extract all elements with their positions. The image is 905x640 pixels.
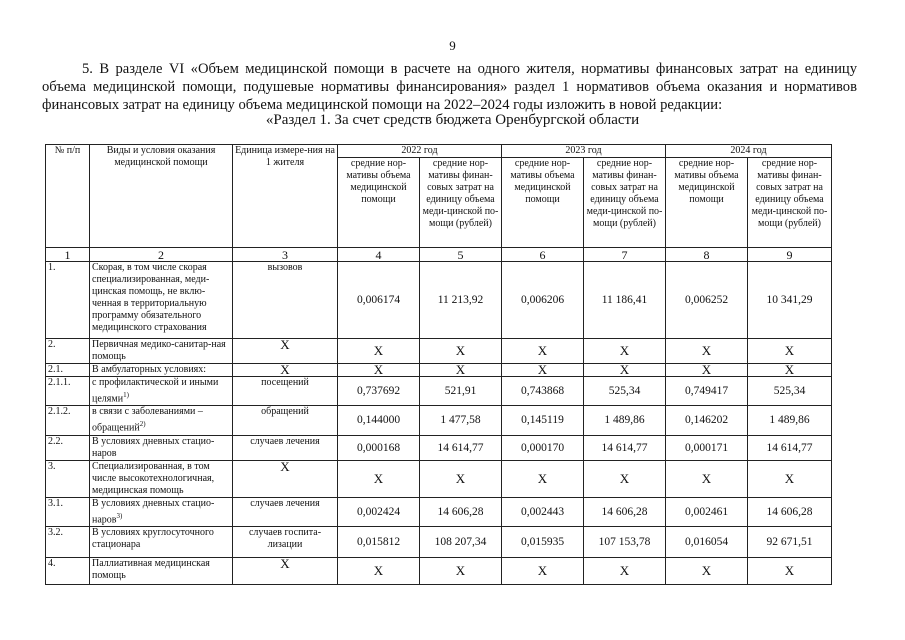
cost-value: 108 207,34 <box>420 526 502 557</box>
column-number: 3 <box>233 248 338 262</box>
cost-value: 1 489,86 <box>748 406 832 435</box>
row-care-type-text: в связи с заболеваниями – обращений <box>92 406 203 434</box>
column-number: 2 <box>90 248 233 262</box>
column-number-row <box>46 248 832 262</box>
row-unit: вызовов <box>233 262 338 339</box>
cost-value: 525,34 <box>584 377 666 406</box>
header-year-2023: 2023 год <box>502 145 666 158</box>
footnote-marker: 2) <box>139 420 146 429</box>
header-unit: Единица измере-ния на 1 жителя <box>233 145 338 248</box>
row-care-type-text: Скорая, в том числе скорая специализированная, меди-цинская помощь, не вклю-ченная в территориальную программу обязательного медицинского страхования <box>92 262 210 333</box>
row-care-type <box>90 339 233 364</box>
table-row <box>46 339 832 364</box>
cost-value: 14 614,77 <box>748 435 832 460</box>
header-year-2022: 2022 год <box>338 145 502 158</box>
row-unit: Х <box>233 557 338 584</box>
volume-value: 0,749417 <box>666 377 748 406</box>
volume-value: 0,006252 <box>666 262 748 339</box>
volume-value: Х <box>338 339 420 364</box>
volume-value: 0,006174 <box>338 262 420 339</box>
cost-value: Х <box>584 339 666 364</box>
volume-value: 0,146202 <box>666 406 748 435</box>
row-care-type <box>90 262 233 339</box>
row-care-type <box>90 460 233 497</box>
row-care-type-text: с профилактической и иными целями <box>92 377 219 405</box>
row-care-type-text: В амбулаторных условиях: <box>92 364 207 375</box>
row-number: 2.2. <box>46 435 90 460</box>
cost-value: Х <box>584 557 666 584</box>
header-cost-2024: средние нор-мативы финан-совых затрат на единицу объема меди-цинской по-мощи (рублей) <box>748 158 832 248</box>
header-volume-2024: средние нор-мативы объема медицинской помощи <box>666 158 748 248</box>
volume-value: Х <box>338 460 420 497</box>
column-number: 9 <box>748 248 832 262</box>
row-unit: посещений <box>233 377 338 406</box>
volume-value: Х <box>666 339 748 364</box>
column-number: 4 <box>338 248 420 262</box>
row-care-type <box>90 557 233 584</box>
column-number: 7 <box>584 248 666 262</box>
volume-value: Х <box>502 339 584 364</box>
row-unit: случаев госпита-лизации <box>233 526 338 557</box>
header-volume-2023: средние нор-мативы объема медицинской помощи <box>502 158 584 248</box>
cost-value: 14 606,28 <box>748 497 832 526</box>
cost-value: 14 606,28 <box>584 497 666 526</box>
row-care-type-text: Паллиативная медицинская помощь <box>92 557 210 581</box>
volume-value: 0,006206 <box>502 262 584 339</box>
volume-value: 0,002424 <box>338 497 420 526</box>
cost-value: Х <box>420 339 502 364</box>
volume-value: Х <box>502 557 584 584</box>
volume-value: 0,737692 <box>338 377 420 406</box>
volume-value: Х <box>338 364 420 377</box>
row-unit: случаев лечения <box>233 497 338 526</box>
cost-value: 1 489,86 <box>584 406 666 435</box>
header-volume-2022: средние нор-мативы объема медицинской помощи <box>338 158 420 248</box>
volume-value: Х <box>502 460 584 497</box>
table-row <box>46 557 832 584</box>
volume-value: Х <box>666 364 748 377</box>
row-unit: Х <box>233 339 338 364</box>
row-care-type-text: Первичная медико-санитар-ная помощь <box>92 339 226 362</box>
footnote-marker: 1) <box>123 391 129 399</box>
header-cost-2022: средние нор-мативы финан-совых затрат на единицу объема меди-цинской по-мощи (рублей) <box>420 158 502 248</box>
volume-value: 0,000171 <box>666 435 748 460</box>
cost-value: Х <box>584 460 666 497</box>
cost-value: 10 341,29 <box>748 262 832 339</box>
column-number: 5 <box>420 248 502 262</box>
row-number: 1. <box>46 262 90 339</box>
header-type: Виды и условия оказания медицинской помощи <box>90 145 233 248</box>
volume-value: 0,000170 <box>502 435 584 460</box>
header-cost-2023: средние нор-мативы финан-совых затрат на единицу объема меди-цинской по-мощи (рублей) <box>584 158 666 248</box>
volume-value: 0,145119 <box>502 406 584 435</box>
cost-value: Х <box>584 364 666 377</box>
norms-table <box>45 144 832 585</box>
row-care-type <box>90 406 233 435</box>
cost-value: Х <box>420 364 502 377</box>
row-unit: Х <box>233 460 338 497</box>
volume-value: 0,016054 <box>666 526 748 557</box>
table-row <box>46 364 832 377</box>
intro-paragraph: 5. В разделе VI «Объем медицинской помощи в расчете на одного жителя, нормативы финансовых затрат на единицу объема медицинской помощи, подушевые нормативы финансирования» раздел 1 нормативов объема оказания и нормативов финансовых затрат на единицу объема медицинской помощи на 2022–2024 годы изложить в новой редакции: <box>42 61 857 113</box>
row-care-type <box>90 364 233 377</box>
volume-value: 0,002461 <box>666 497 748 526</box>
footnote-marker: 3) <box>116 511 123 520</box>
row-care-type <box>90 526 233 557</box>
column-number: 6 <box>502 248 584 262</box>
row-number: 2.1.1. <box>46 377 90 406</box>
row-number: 2.1.2. <box>46 406 90 435</box>
row-number: 3. <box>46 460 90 497</box>
row-unit: Х <box>233 364 338 377</box>
volume-value: 0,015935 <box>502 526 584 557</box>
row-care-type <box>90 435 233 460</box>
table-row <box>46 262 832 339</box>
volume-value: 0,000168 <box>338 435 420 460</box>
cost-value: 92 671,51 <box>748 526 832 557</box>
section-title: «Раздел 1. За счет средств бюджета Оренбургской области <box>265 112 640 128</box>
table-row <box>46 460 832 497</box>
cost-value: Х <box>748 557 832 584</box>
cost-value: Х <box>420 460 502 497</box>
row-care-type <box>90 497 233 526</box>
row-unit: случаев лечения <box>233 435 338 460</box>
cost-value: Х <box>748 460 832 497</box>
row-care-type-text: В условиях дневных стацио-наров <box>92 497 215 525</box>
table-row <box>46 406 832 435</box>
column-number: 1 <box>46 248 90 262</box>
cost-value: 14 606,28 <box>420 497 502 526</box>
volume-value: 0,002443 <box>502 497 584 526</box>
cost-value: 1 477,58 <box>420 406 502 435</box>
row-unit: обращений <box>233 406 338 435</box>
header-year-2024: 2024 год <box>666 145 832 158</box>
row-number: 3.2. <box>46 526 90 557</box>
row-care-type-text: Специализированная, в том числе высокотехнологичная, медицинская помощь <box>92 460 215 496</box>
volume-value: Х <box>338 557 420 584</box>
cost-value: Х <box>748 339 832 364</box>
cost-value: Х <box>420 557 502 584</box>
row-number: 2. <box>46 339 90 364</box>
cost-value: 11 186,41 <box>584 262 666 339</box>
page-number: 9 <box>449 38 456 53</box>
table-row <box>46 497 832 526</box>
row-care-type <box>90 377 233 406</box>
table-row <box>46 435 832 460</box>
column-number: 8 <box>666 248 748 262</box>
volume-value: 0,015812 <box>338 526 420 557</box>
row-number: 2.1. <box>46 364 90 377</box>
row-care-type-text: В условиях круглосуточного стационара <box>92 526 214 550</box>
cost-value: 14 614,77 <box>584 435 666 460</box>
table-row <box>46 526 832 557</box>
row-number: 4. <box>46 557 90 584</box>
volume-value: Х <box>666 557 748 584</box>
volume-value: 0,743868 <box>502 377 584 406</box>
row-number: 3.1. <box>46 497 90 526</box>
volume-value: Х <box>666 460 748 497</box>
cost-value: 11 213,92 <box>420 262 502 339</box>
header-num: № п/п <box>46 145 90 248</box>
volume-value: 0,144000 <box>338 406 420 435</box>
volume-value: Х <box>502 364 584 377</box>
cost-value: 14 614,77 <box>420 435 502 460</box>
row-care-type-text: В условиях дневных стацио-наров <box>92 435 215 459</box>
cost-value: Х <box>748 364 832 377</box>
cost-value: 107 153,78 <box>584 526 666 557</box>
cost-value: 521,91 <box>420 377 502 406</box>
cost-value: 525,34 <box>748 377 832 406</box>
table-row <box>46 377 832 406</box>
